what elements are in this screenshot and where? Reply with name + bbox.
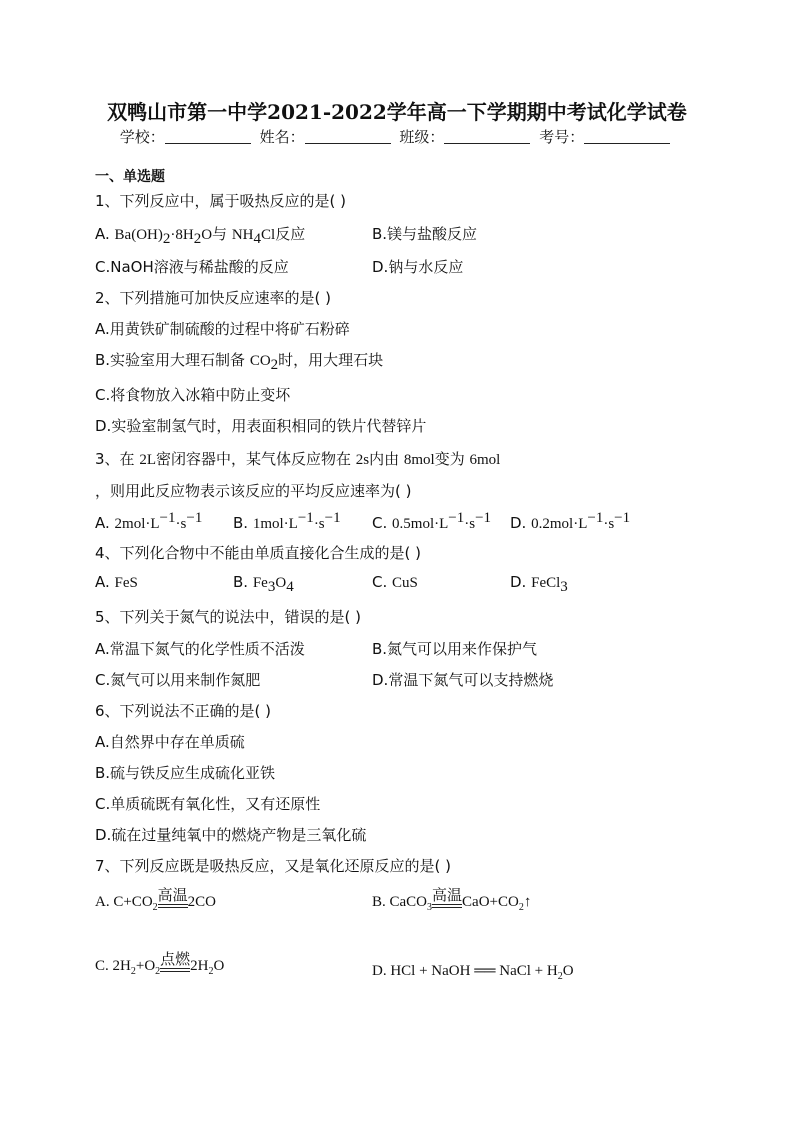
q4-stem: 4、下列化合物中不能由单质直接化合生成的是( ) xyxy=(95,544,422,562)
q5-option-c[interactable]: C.氮气可以用来制作氮肥 xyxy=(95,671,261,689)
q1-stem: 1、下列反应中，属于吸热反应的是( ) xyxy=(95,192,347,210)
q4-option-a[interactable]: A. FeS xyxy=(95,573,138,591)
q7-option-a[interactable]: A. $C+CO_2$ 高温 2CO xyxy=(95,888,217,913)
school-blank[interactable] xyxy=(165,129,251,144)
school-label: 学校： xyxy=(119,128,165,146)
student-info-line xyxy=(0,126,794,147)
q5-option-d[interactable]: D.常温下氮气可以支持燃烧 xyxy=(372,671,554,689)
q1-option-a[interactable]: A. $Ba(OH)_2\cdot 8H_2O$与 $NH_4Cl$反应 xyxy=(95,225,306,247)
q2-option-a[interactable]: A.用黄铁矿制硫酸的过程中将矿石粉碎 xyxy=(95,320,350,338)
reaction-condition-arrow: 高温 xyxy=(432,888,462,913)
q1-option-d[interactable]: D.钠与水反应 xyxy=(372,258,464,276)
q1-option-c[interactable]: C.NaOH溶液与稀盐酸的反应 xyxy=(95,258,289,276)
q3-option-a[interactable]: A. $2mol\cdot L^{-1}\cdot s^{-1}$ xyxy=(95,510,203,532)
class-label: 班级： xyxy=(399,128,445,146)
name-label: 姓名： xyxy=(259,128,305,146)
q3-option-c[interactable]: C. $0.5mol\cdot L^{-1}\cdot s^{-1}$ xyxy=(372,510,492,532)
q7-option-b[interactable]: B. CaCO$_3$ 高温 $CaO+CO_2↑$ xyxy=(372,888,532,913)
q4-option-b[interactable]: B. $Fe_3O_4$ xyxy=(233,573,294,595)
q3-option-d[interactable]: D. $0.2mol\cdot L^{-1}\cdot s^{-1}$ xyxy=(510,510,631,532)
q2-stem: 2、下列措施可加快反应速率的是( ) xyxy=(95,289,332,307)
q3-option-b[interactable]: B. $1mol\cdot L^{-1}\cdot s^{-1}$ xyxy=(233,510,341,532)
q4-option-c[interactable]: C. CuS xyxy=(372,573,418,591)
reaction-condition-arrow: 点燃 xyxy=(160,952,190,977)
gas-up-arrow-icon: ↑ xyxy=(523,894,532,910)
name-blank[interactable] xyxy=(305,129,391,144)
q1-option-b[interactable]: B.镁与盐酸反应 xyxy=(372,225,478,243)
reaction-condition-arrow: 高温 xyxy=(158,888,188,913)
q6-option-b[interactable]: B.硫与铁反应生成硫化亚铁 xyxy=(95,764,276,782)
q2-option-d[interactable]: D.实验室制氢气时，用表面积相同的铁片代替锌片 xyxy=(95,417,427,435)
q5-stem: 5、下列关于氮气的说法中，错误的是( ) xyxy=(95,608,362,626)
exam-title: 双鸭山市第一中学2021-2022学年高一下学期期中考试化学试卷 xyxy=(107,100,687,124)
q2-option-b[interactable]: B.实验室用大理石制备 $CO_2$时，用大理石块 xyxy=(95,351,384,373)
equals-sign: ══ xyxy=(474,963,496,979)
q6-option-c[interactable]: C.单质硫既有氧化性，又有还原性 xyxy=(95,795,321,813)
q3-stem-line2: ，则用此反应物表示该反应的平均反应速率为( ) xyxy=(95,482,412,500)
class-blank[interactable] xyxy=(444,129,530,144)
q7-stem: 7、下列反应既是吸热反应，又是氧化还原反应的是( ) xyxy=(95,857,452,875)
q6-stem: 6、下列说法不正确的是( ) xyxy=(95,702,272,720)
q5-option-a[interactable]: A.常温下氮气的化学性质不活泼 xyxy=(95,640,305,658)
q6-option-a[interactable]: A.自然界中存在单质硫 xyxy=(95,733,245,751)
number-label: 考号： xyxy=(539,128,585,146)
q5-option-b[interactable]: B.氮气可以用来作保护气 xyxy=(372,640,538,658)
q7-option-c[interactable]: C. $2H_2+O_2$ 点燃 $2H_2O$ xyxy=(95,952,225,977)
q3-stem: 3、在 2L密闭容器中，某气体反应物在 2s内由 8mol变为 6mol xyxy=(95,450,501,468)
q6-option-d[interactable]: D.硫在过量纯氧中的燃烧产物是三氧化硫 xyxy=(95,826,367,844)
q7-option-d[interactable]: D. HCl + NaOH ══ NaCl + $H_2O$ xyxy=(372,963,574,982)
q2-option-c[interactable]: C.将食物放入冰箱中防止变坏 xyxy=(95,386,291,404)
q4-option-d[interactable]: D. FeCl$_3$ xyxy=(510,573,568,595)
number-blank[interactable] xyxy=(584,129,670,144)
section-heading: 一、单选题 xyxy=(95,169,165,185)
